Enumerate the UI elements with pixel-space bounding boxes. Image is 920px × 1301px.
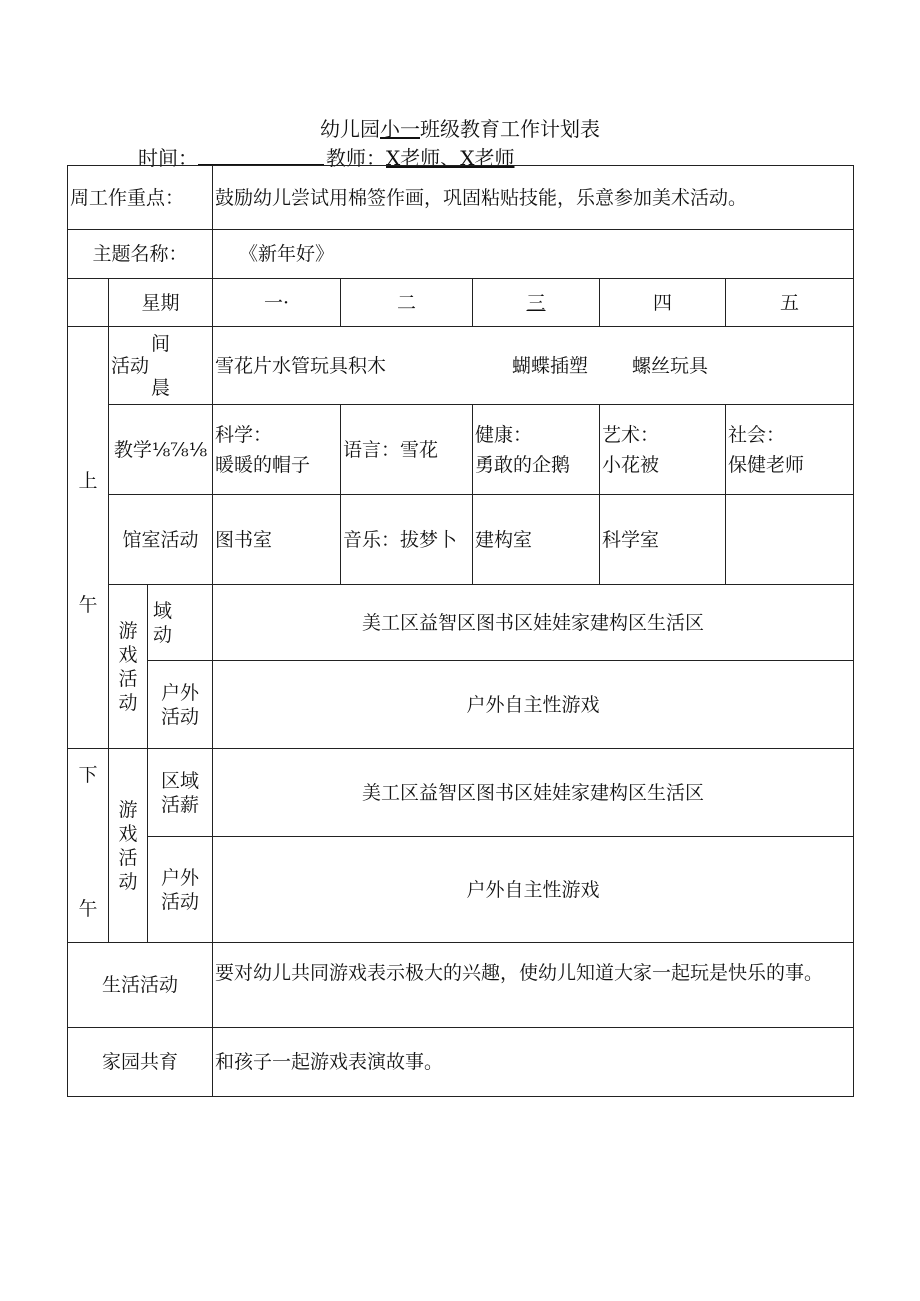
morning-outdoor-label [148, 661, 213, 749]
morning-game-label-2: 戏 [118, 643, 138, 666]
morning-side-top: 上 [78, 469, 98, 492]
afternoon-outdoor-row [68, 837, 854, 943]
weekday-1: 一· [213, 279, 341, 327]
morning-game-label [109, 585, 148, 749]
teaching-topic-4: 小花被 [602, 453, 660, 476]
afternoon-area-label-1: 区域 [161, 769, 200, 792]
teaching-cell-5 [726, 405, 854, 495]
morning-game-label-3: 活 [118, 667, 138, 690]
focus-label: 周工作重点： [68, 166, 213, 230]
morning-area-label-1: 域 [153, 599, 173, 622]
teacher-value: X老师、X老师 [386, 146, 515, 170]
morning-area-value: 美工区益智区图书区娃娃家建构区生活区 [213, 585, 854, 661]
afternoon-area-label [148, 749, 213, 837]
teaching-cell-3 [473, 405, 600, 495]
afternoon-side-bottom: 午 [78, 898, 98, 920]
weekday-2: 二 [341, 279, 473, 327]
teaching-cell-4 [600, 405, 726, 495]
morning-side-bottom: 午 [78, 593, 98, 616]
morning-activity-label-3: 晨 [151, 376, 171, 399]
morning-activity-item-3: 螺丝玩具 [632, 354, 709, 377]
morning-outdoor-label-2: 活动 [161, 705, 200, 728]
teaching-subject-3: 健康： [475, 423, 533, 446]
venue-cell-5 [726, 495, 854, 585]
weekday-corner [68, 279, 109, 327]
morning-side-label [68, 327, 109, 749]
teaching-subject-2: 语言：雪花 [343, 438, 439, 461]
morning-activity-items [213, 327, 854, 405]
weekday-label: 星期 [109, 279, 213, 327]
title-prefix: 幼儿园 [320, 117, 380, 141]
afternoon-side-top: 下 [78, 764, 98, 786]
afternoon-area-label-2: 活薪 [161, 793, 200, 816]
teaching-topic-3: 勇敢的企鹅 [475, 453, 571, 476]
venue-cell-4: 科学室 [600, 495, 726, 585]
teaching-cell-1 [213, 405, 341, 495]
teaching-cell-2 [341, 405, 473, 495]
home-value: 和孩子一起游戏表演故事。 [213, 1028, 854, 1097]
home-label: 家园共育 [68, 1028, 213, 1097]
weekday-row [68, 279, 854, 327]
theme-value: 《新年好》 [213, 230, 854, 279]
afternoon-area-value: 美工区益智区图书区娃娃家建构区生活区 [213, 749, 854, 837]
life-value: 要对幼儿共同游戏表示极大的兴趣，使幼儿知道大家一起玩是快乐的事。 [213, 943, 854, 1028]
afternoon-outdoor-label-1: 户外 [161, 866, 200, 889]
life-row [68, 943, 854, 1028]
life-label: 生活活动 [68, 943, 213, 1028]
afternoon-game-label [109, 749, 148, 943]
home-row [68, 1028, 854, 1097]
weekday-3: 三 [473, 279, 600, 327]
afternoon-area-row [68, 749, 854, 837]
weekday-4: 四 [600, 279, 726, 327]
weekday-5: 五 [726, 279, 854, 327]
teaching-topic-5: 保健老师 [728, 453, 805, 476]
time-blank [198, 146, 324, 165]
plan-table [67, 165, 854, 1097]
afternoon-game-label-2: 戏 [118, 822, 138, 845]
title-suffix: 班级教育工作计划表 [420, 117, 600, 141]
afternoon-outdoor-value: 户外自主性游戏 [213, 837, 854, 943]
morning-game-label-4: 动 [118, 691, 138, 714]
morning-area-row [68, 585, 854, 661]
venue-label: 馆室活动 [109, 495, 213, 585]
morning-outdoor-value: 户外自主性游戏 [213, 661, 854, 749]
afternoon-game-label-3: 活 [118, 846, 138, 869]
venue-cell-3: 建构室 [473, 495, 600, 585]
afternoon-game-label-1: 游 [118, 798, 138, 821]
teaching-subject-5: 社会： [728, 423, 786, 446]
theme-label: 主题名称： [68, 230, 213, 279]
teaching-subject-4: 艺术： [602, 423, 660, 446]
morning-outdoor-row [68, 661, 854, 749]
class-name: 小一 [380, 117, 420, 141]
morning-activity-row [68, 327, 854, 405]
morning-area-label-2: 动 [153, 623, 173, 646]
teaching-subject-1: 科学： [215, 423, 273, 446]
afternoon-game-label-4: 动 [118, 870, 138, 893]
venue-cell-2: 音乐：拔梦卜 [341, 495, 473, 585]
time-label: 时间： [138, 146, 198, 170]
teaching-topic-1: 暖暖的帽子 [215, 453, 311, 476]
morning-activity-item-1: 雪花片水管玩具积木 [215, 354, 387, 377]
morning-area-label [148, 585, 213, 661]
focus-row [68, 166, 854, 230]
teaching-row [68, 405, 854, 495]
theme-row [68, 230, 854, 279]
morning-outdoor-label-1: 户外 [161, 681, 200, 704]
morning-activity-label-1: 间 [151, 332, 171, 355]
focus-value: 鼓励幼儿尝试用棉签作画，巩固粘贴技能，乐意参加美术活动。 [213, 166, 854, 230]
morning-activity-item-2: 蝴蝶插塑 [512, 354, 589, 377]
teacher-label: 教师： [326, 146, 386, 170]
venue-cell-1: 图书室 [213, 495, 341, 585]
afternoon-outdoor-label [148, 837, 213, 943]
page-title [0, 113, 920, 142]
afternoon-side-label [68, 749, 109, 943]
afternoon-outdoor-label-2: 活动 [161, 890, 200, 913]
morning-game-label-1: 游 [118, 619, 138, 642]
teaching-label: 教学⅛⅞⅛ [109, 405, 213, 495]
venue-row [68, 495, 854, 585]
morning-activity-label-2: 活动 [111, 354, 150, 377]
morning-activity-label [109, 327, 213, 405]
